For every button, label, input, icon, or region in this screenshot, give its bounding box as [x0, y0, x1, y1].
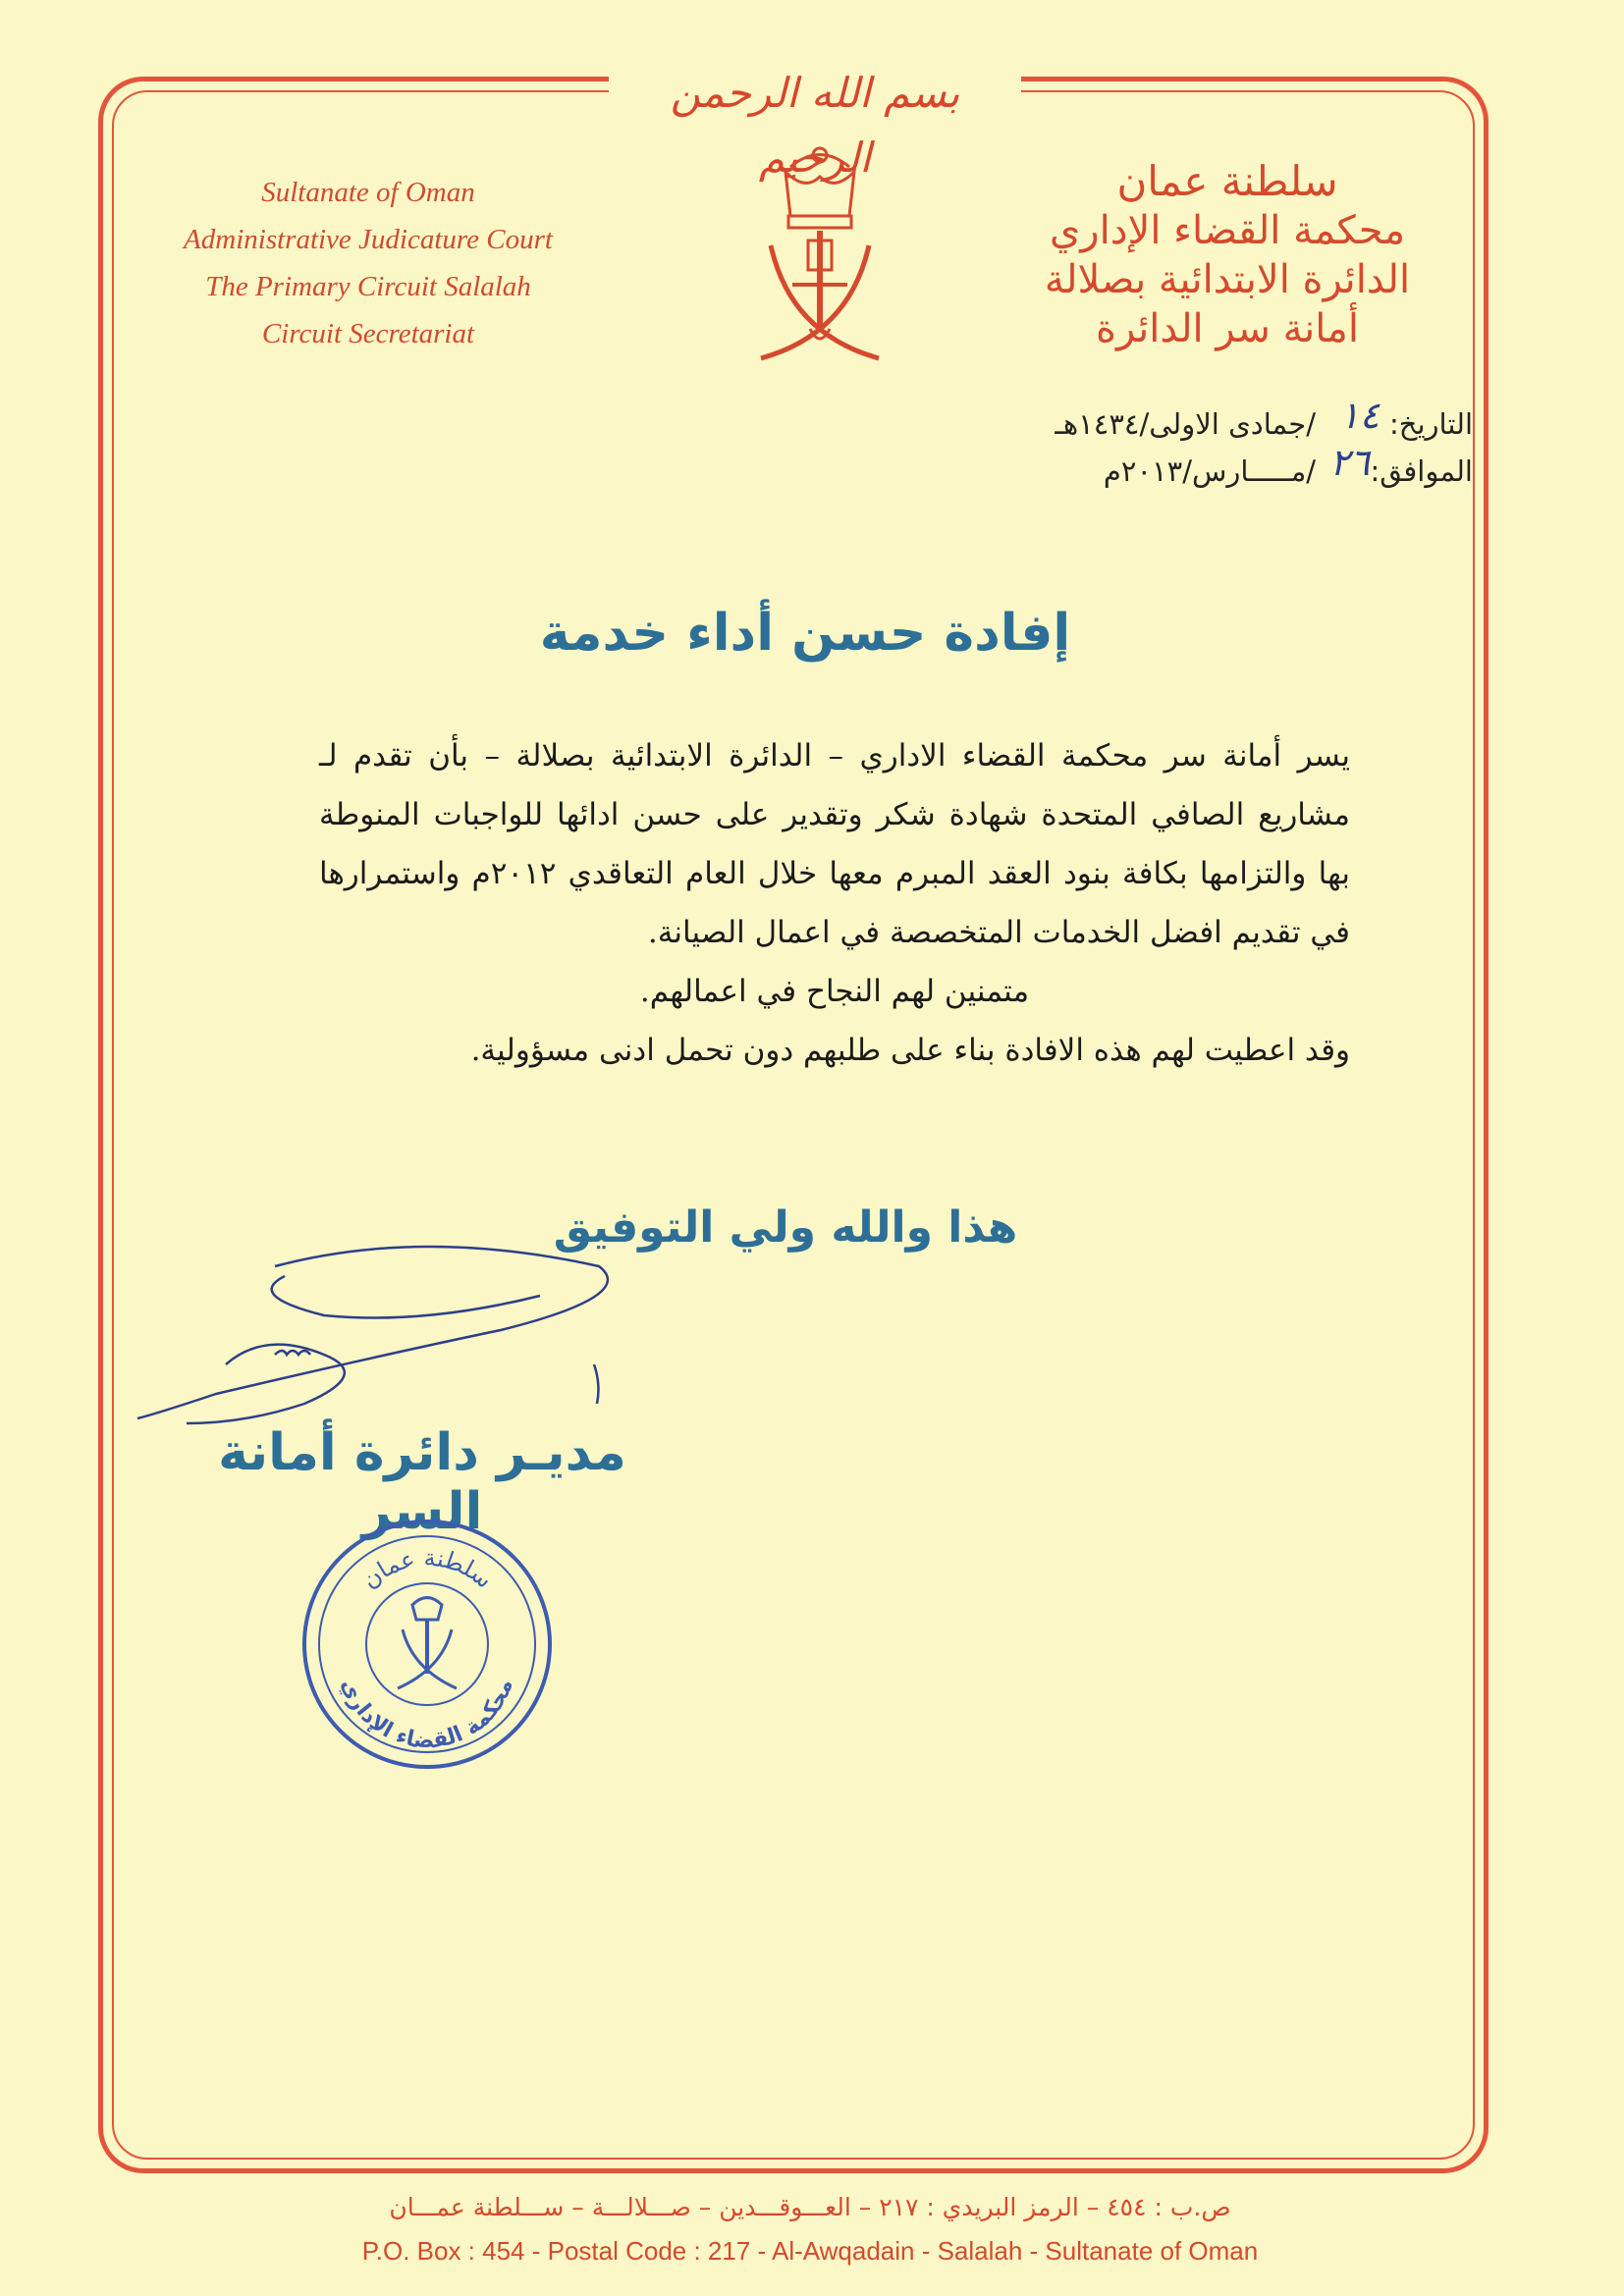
body-note: وقد اعطيت لهم هذه الافادة بناء على طلبهم دون تحمل ادنى مسؤولية.	[470, 1033, 1350, 1068]
closing-phrase: هذا والله ولي التوفيق	[553, 1202, 1018, 1253]
english-letterhead-line: Sultanate of Oman	[261, 177, 475, 208]
gregorian-date-value: /مـــــارس/٢٠١٣م	[1103, 454, 1316, 488]
hijri-date-row	[943, 394, 1473, 454]
body-wish: متمنين لهم النجاح في اعمالهم.	[639, 974, 1030, 1009]
arabic-letterhead-line: الدائرة الابتدائية بصلالة	[1044, 257, 1411, 302]
english-letterhead-line: Administrative Judicature Court	[184, 224, 553, 255]
handwritten-day: ٢٦	[1329, 441, 1370, 484]
arabic-letterhead-line: محكمة القضاء الإداري	[1049, 208, 1406, 253]
footer-arabic-address: ص.ب : ٤٥٤ – الرمز البريدي : ٢١٧ – العـــوقـــدين – صـــلالـــة – ســـلطنة عمـــان	[389, 2193, 1231, 2221]
stamp-bottom-text: محكمة القضاء الإداري	[336, 1675, 518, 1754]
svg-text:سلطنة عمان	[356, 1544, 498, 1594]
hijri-date-value: /جمادى الاولى/١٤٣٤هـ	[1055, 407, 1316, 441]
signatory-title: مديـر دائرة أمانة السر	[218, 1423, 626, 1541]
svg-text:محكمة القضاء الإداري	[336, 1676, 518, 1753]
footer-english-address: P.O. Box : 454 - Postal Code : 217 - Al-Awqadain - Salalah - Sultanate of Oman	[361, 2236, 1259, 2266]
date-block	[943, 394, 1473, 502]
english-letterhead-line: The Primary Circuit Salalah	[205, 271, 531, 302]
handwritten-day: ١٤	[1339, 394, 1380, 437]
stamp-top-text: سلطنة عمان	[355, 1543, 498, 1594]
english-letterhead-line: Circuit Secretariat	[261, 318, 475, 349]
official-stamp-icon	[295, 1512, 560, 1777]
arabic-letterhead	[992, 157, 1463, 353]
date-label: التاريخ:	[1388, 407, 1473, 441]
english-letterhead	[172, 169, 565, 357]
letter-title: إفادة حسن أداء خدمة	[539, 604, 1071, 663]
corresponding-label: الموافق:	[1370, 454, 1473, 488]
arabic-letterhead-line: أمانة سر الدائرة	[1096, 306, 1359, 351]
letter-body	[319, 726, 1350, 1080]
basmala-calligraphy: بسم الله الرحمن الرحيم	[609, 61, 1021, 126]
body-paragraph: يسر أمانة سر محكمة القضاء الاداري – الدائرة الابتدائية بصلالة – بأن تقدم لـ مشاريع الصافي المتحدة شهادة شكر وتقدير على حسن ادائها للواجبات المنوطة بها والتزامها بكافة بنود العقد المبرم معها خلال العام التعاقدي ٢٠١٢م واستمرارها في تقديم افضل الخدمات المتخصصة في اعمال الصيانة.	[319, 738, 1350, 950]
arabic-letterhead-line: سلطنة عمان	[1116, 157, 1338, 205]
oman-emblem-icon	[731, 137, 908, 373]
gregorian-date-row	[943, 441, 1473, 502]
inner-border	[112, 90, 1475, 2160]
